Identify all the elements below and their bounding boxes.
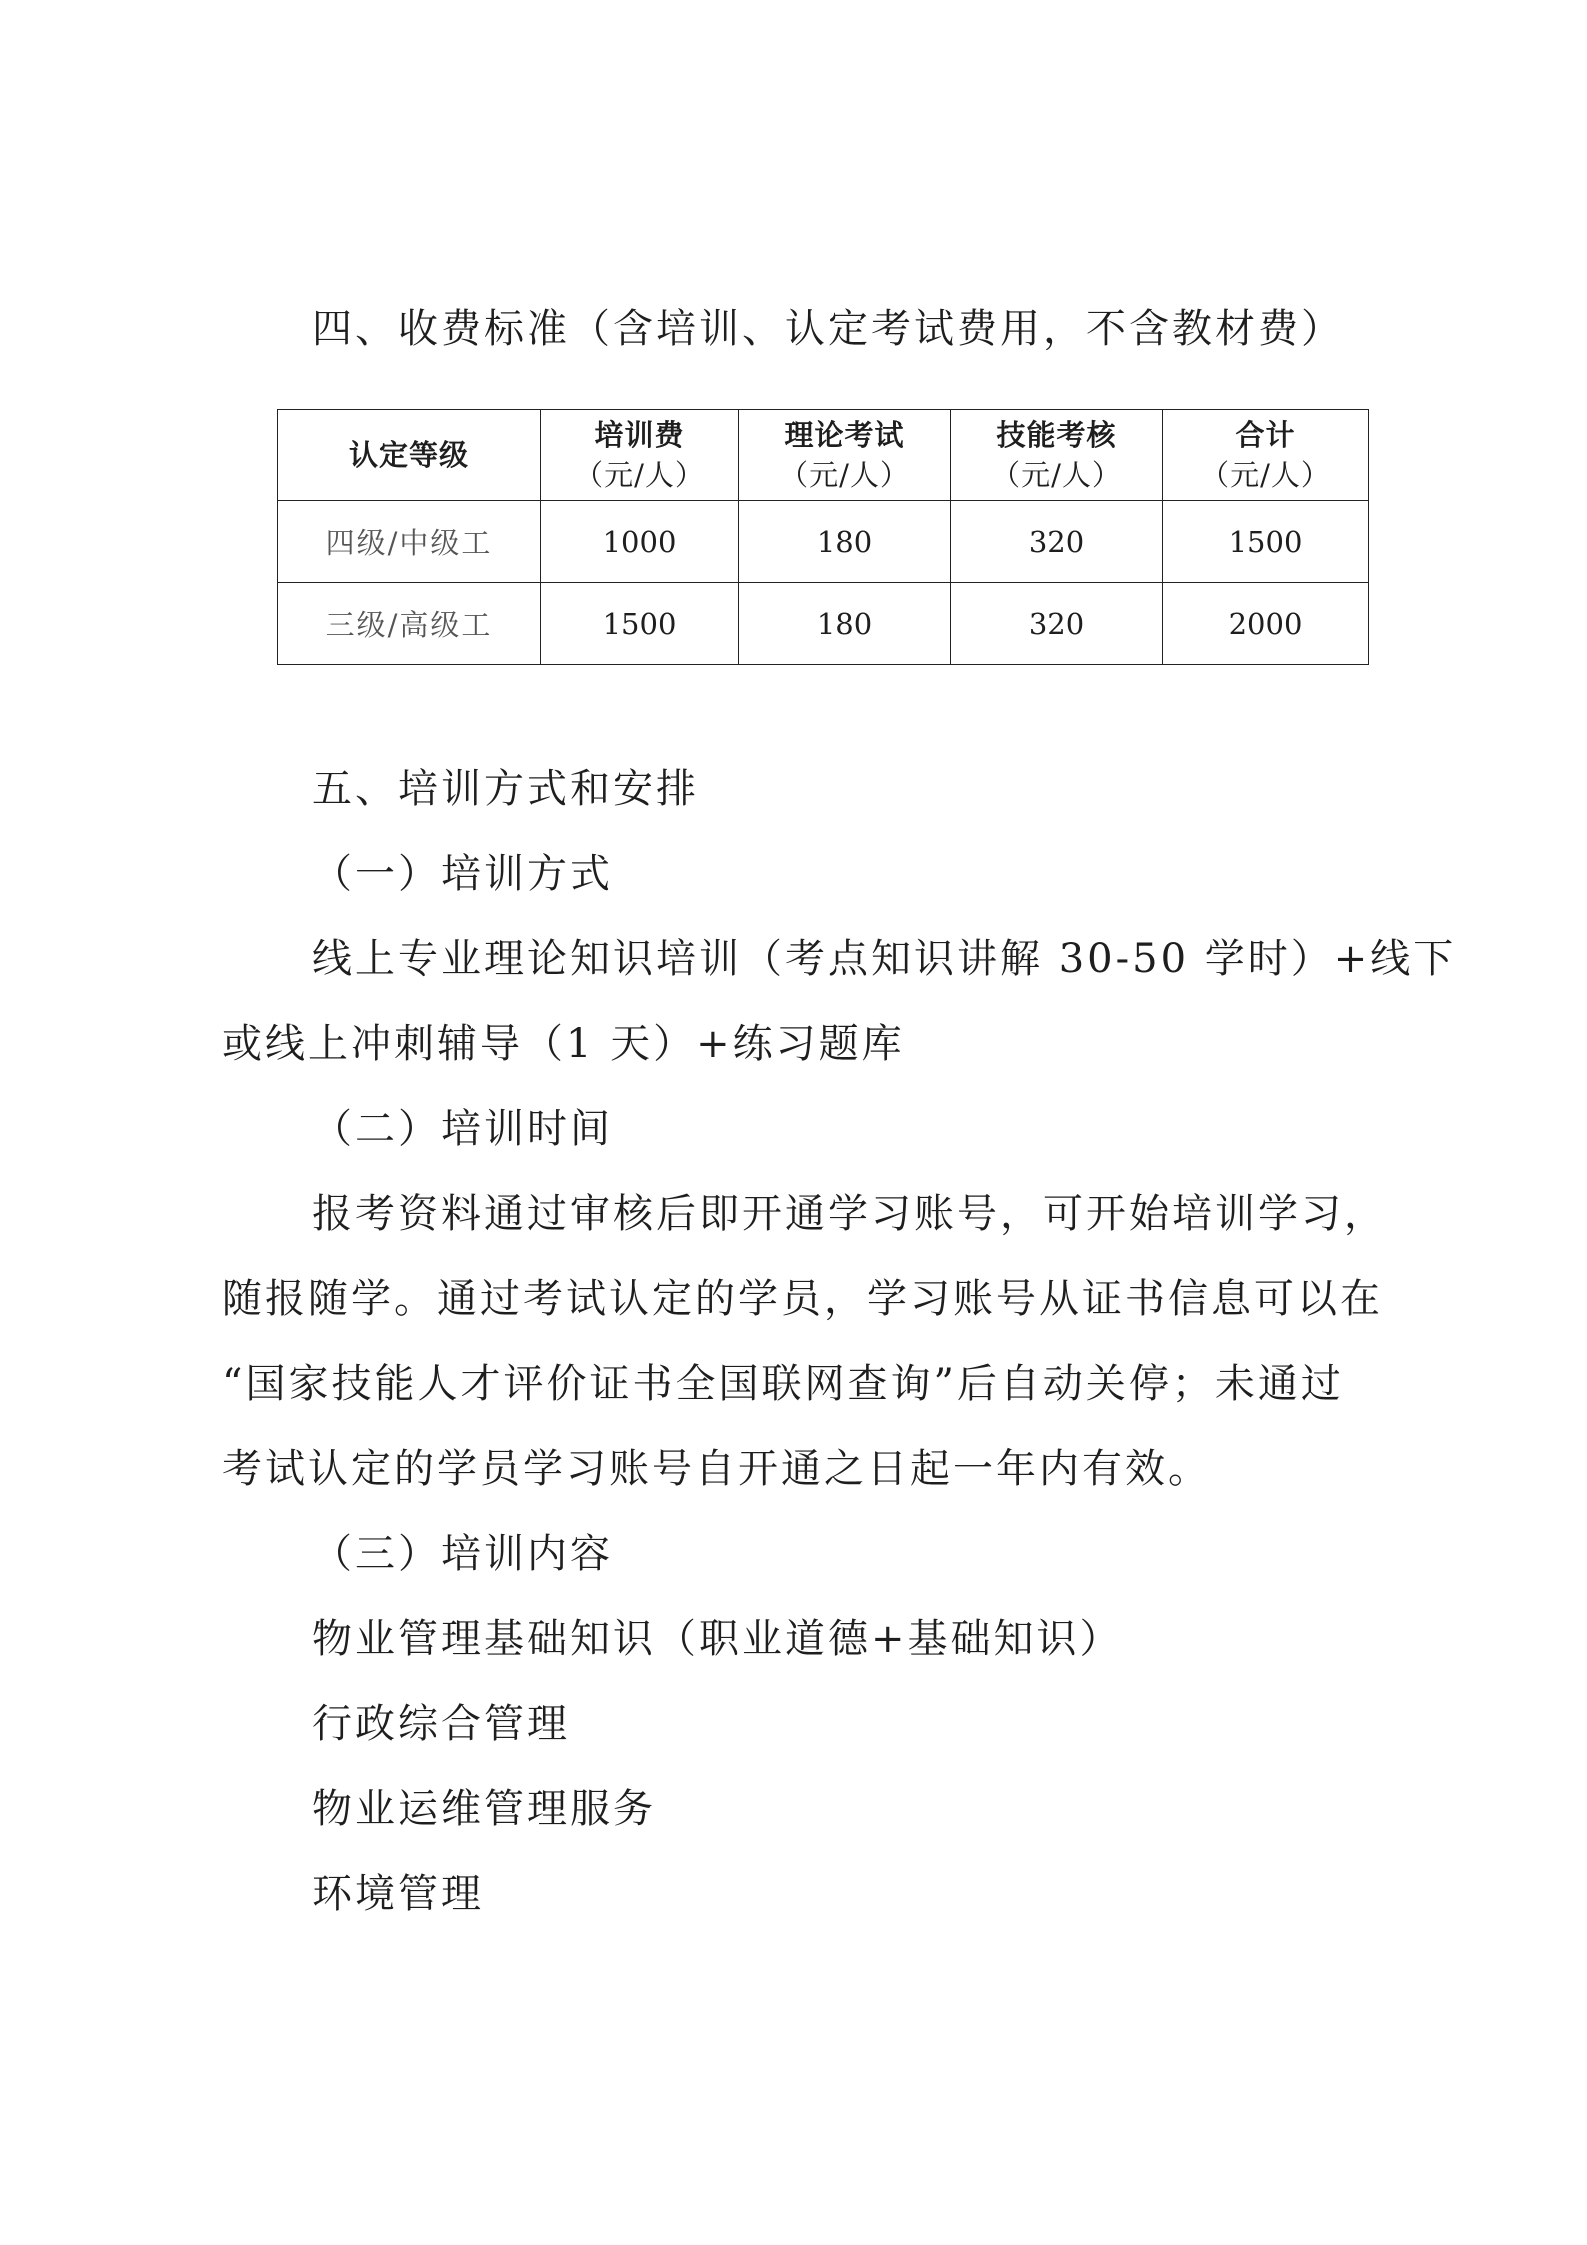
- cell-training-fee: 1000: [541, 501, 739, 583]
- fee-table-header-row: [278, 410, 1369, 501]
- content-item: 环境管理: [312, 1871, 484, 1917]
- header-skill-assessment: 技能考核 （元/人）: [951, 410, 1163, 501]
- header-total: 合计 （元/人）: [1163, 410, 1369, 501]
- time-text-line-2: 随报随学。通过考试认定的学员，学习账号从证书信息可以在: [222, 1276, 1383, 1322]
- time-text-line-3: “国家技能人才评价证书全国联网查询”后自动关停；未通过: [222, 1361, 1344, 1407]
- content-heading: （三）培训内容: [312, 1531, 613, 1577]
- cell-total: 2000: [1163, 583, 1369, 665]
- cell-skill-assessment: 320: [951, 501, 1163, 583]
- cell-level: 三级/高级工: [278, 583, 541, 665]
- cell-total: 1500: [1163, 501, 1369, 583]
- time-text-line-4: 考试认定的学员学习账号自开通之日起一年内有效。: [222, 1446, 1211, 1492]
- header-training-fee: 培训费 （元/人）: [541, 410, 739, 501]
- cell-level: 四级/中级工: [278, 501, 541, 583]
- header-theory-exam: 理论考试 （元/人）: [739, 410, 951, 501]
- time-text-line-1: 报考资料通过审核后即开通学习账号，可开始培训学习，: [312, 1191, 1387, 1237]
- table-row: [278, 583, 1369, 665]
- content-item: 物业管理基础知识（职业道德+基础知识）: [312, 1616, 1123, 1662]
- cell-skill-assessment: 320: [951, 583, 1163, 665]
- header-level: 认定等级: [278, 410, 541, 501]
- table-row: [278, 501, 1369, 583]
- content-item: 物业运维管理服务: [312, 1786, 656, 1832]
- fee-section-heading: 四、收费标准（含培训、认定考试费用，不含教材费）: [312, 306, 1344, 352]
- cell-theory-exam: 180: [739, 501, 951, 583]
- time-heading: （二）培训时间: [312, 1106, 613, 1152]
- cell-training-fee: 1500: [541, 583, 739, 665]
- method-text-line-1: 线上专业理论知识培训（考点知识讲解 30-50 学时）+线下: [312, 936, 1457, 982]
- method-text-line-2: 或线上冲刺辅导（1 天）+练习题库: [222, 1021, 905, 1067]
- method-heading: （一）培训方式: [312, 851, 613, 897]
- fee-table: [277, 409, 1369, 665]
- cell-theory-exam: 180: [739, 583, 951, 665]
- content-item: 行政综合管理: [312, 1701, 570, 1747]
- training-section-heading: 五、培训方式和安排: [312, 766, 699, 812]
